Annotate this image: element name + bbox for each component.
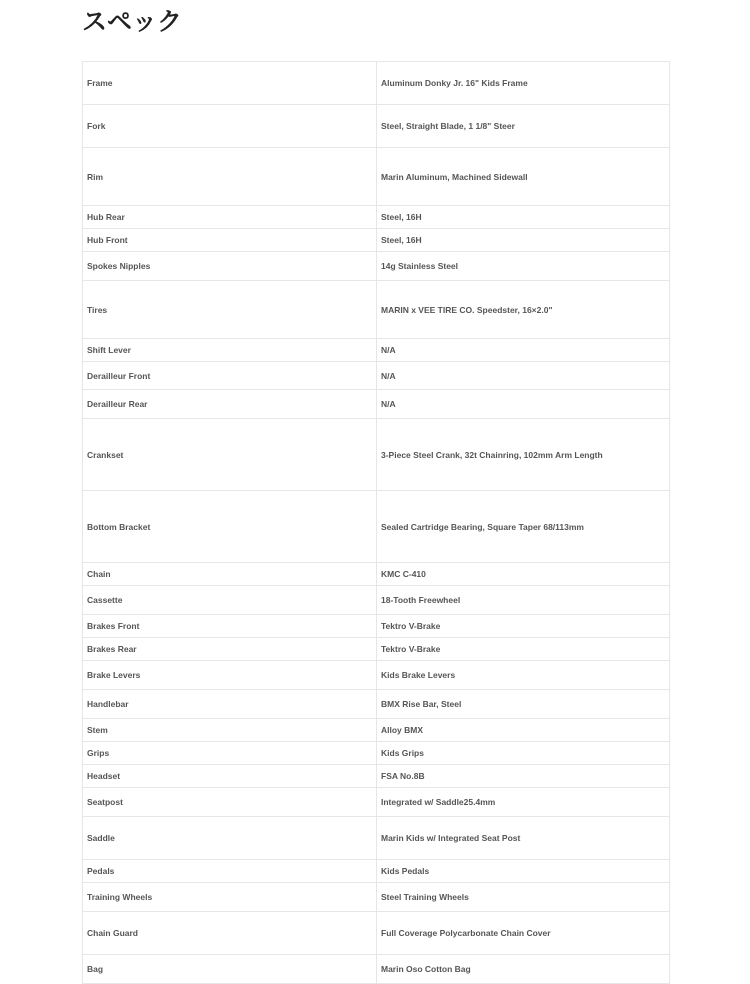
spec-row [83,883,670,912]
spec-label: Shift Lever [83,339,377,362]
spec-value: Steel, Straight Blade, 1 1/8" Steer [377,105,670,148]
spec-row [83,419,670,491]
spec-value: Marin Kids w/ Integrated Seat Post [377,817,670,860]
spec-row [83,390,670,419]
spec-label: Derailleur Rear [83,390,377,419]
spec-value: KMC C-410 [377,563,670,586]
spec-table [82,61,670,984]
spec-label: Hub Rear [83,206,377,229]
spec-label: Crankset [83,419,377,491]
spec-row [83,690,670,719]
spec-table-body [83,62,670,984]
spec-row [83,339,670,362]
spec-label: Handlebar [83,690,377,719]
spec-value: MARIN x VEE TIRE CO. Speedster, 16×2.0" [377,281,670,339]
spec-value: Marin Aluminum, Machined Sidewall [377,148,670,206]
spec-value: Steel, 16H [377,229,670,252]
spec-value: Steel, 16H [377,206,670,229]
spec-label: Brakes Rear [83,638,377,661]
spec-row [83,742,670,765]
spec-value: N/A [377,362,670,390]
spec-label: Hub Front [83,229,377,252]
spec-value: Steel Training Wheels [377,883,670,912]
spec-row [83,229,670,252]
spec-label: Cassette [83,586,377,615]
spec-value: N/A [377,390,670,419]
spec-label: Brake Levers [83,661,377,690]
spec-value: N/A [377,339,670,362]
spec-label: Chain [83,563,377,586]
spec-value: 18-Tooth Freewheel [377,586,670,615]
spec-label: Bag [83,955,377,984]
spec-row [83,912,670,955]
spec-label: Brakes Front [83,615,377,638]
spec-row [83,788,670,817]
spec-row [83,719,670,742]
spec-value: FSA No.8B [377,765,670,788]
spec-label: Rim [83,148,377,206]
spec-label: Derailleur Front [83,362,377,390]
spec-row [83,206,670,229]
spec-row [83,955,670,984]
spec-row [83,765,670,788]
spec-label: Seatpost [83,788,377,817]
spec-label: Spokes Nipples [83,252,377,281]
spec-label: Fork [83,105,377,148]
spec-row [83,491,670,563]
spec-value: Full Coverage Polycarbonate Chain Cover [377,912,670,955]
spec-value: Tektro V-Brake [377,615,670,638]
spec-label: Frame [83,62,377,105]
spec-row [83,281,670,339]
spec-row [83,661,670,690]
spec-label: Bottom Bracket [83,491,377,563]
page-title: スペック [82,7,183,36]
spec-row [83,62,670,105]
spec-row [83,362,670,390]
spec-value: Integrated w/ Saddle25.4mm [377,788,670,817]
spec-row [83,252,670,281]
spec-value: Kids Grips [377,742,670,765]
spec-row [83,563,670,586]
spec-value: Kids Pedals [377,860,670,883]
spec-label: Training Wheels [83,883,377,912]
spec-value: Aluminum Donky Jr. 16" Kids Frame [377,62,670,105]
spec-row [83,860,670,883]
spec-label: Grips [83,742,377,765]
spec-value: Alloy BMX [377,719,670,742]
spec-value: 3-Piece Steel Crank, 32t Chainring, 102mm Arm Length [377,419,670,491]
spec-value: Sealed Cartridge Bearing, Square Taper 68/113mm [377,491,670,563]
spec-row [83,615,670,638]
spec-row [83,638,670,661]
spec-value: Tektro V-Brake [377,638,670,661]
spec-label: Tires [83,281,377,339]
spec-value: BMX Rise Bar, Steel [377,690,670,719]
spec-value: Marin Oso Cotton Bag [377,955,670,984]
spec-row [83,586,670,615]
spec-row [83,105,670,148]
spec-value: Kids Brake Levers [377,661,670,690]
spec-label: Saddle [83,817,377,860]
spec-row [83,817,670,860]
spec-label: Stem [83,719,377,742]
spec-label: Headset [83,765,377,788]
spec-value: 14g Stainless Steel [377,252,670,281]
spec-row [83,148,670,206]
spec-label: Chain Guard [83,912,377,955]
spec-label: Pedals [83,860,377,883]
